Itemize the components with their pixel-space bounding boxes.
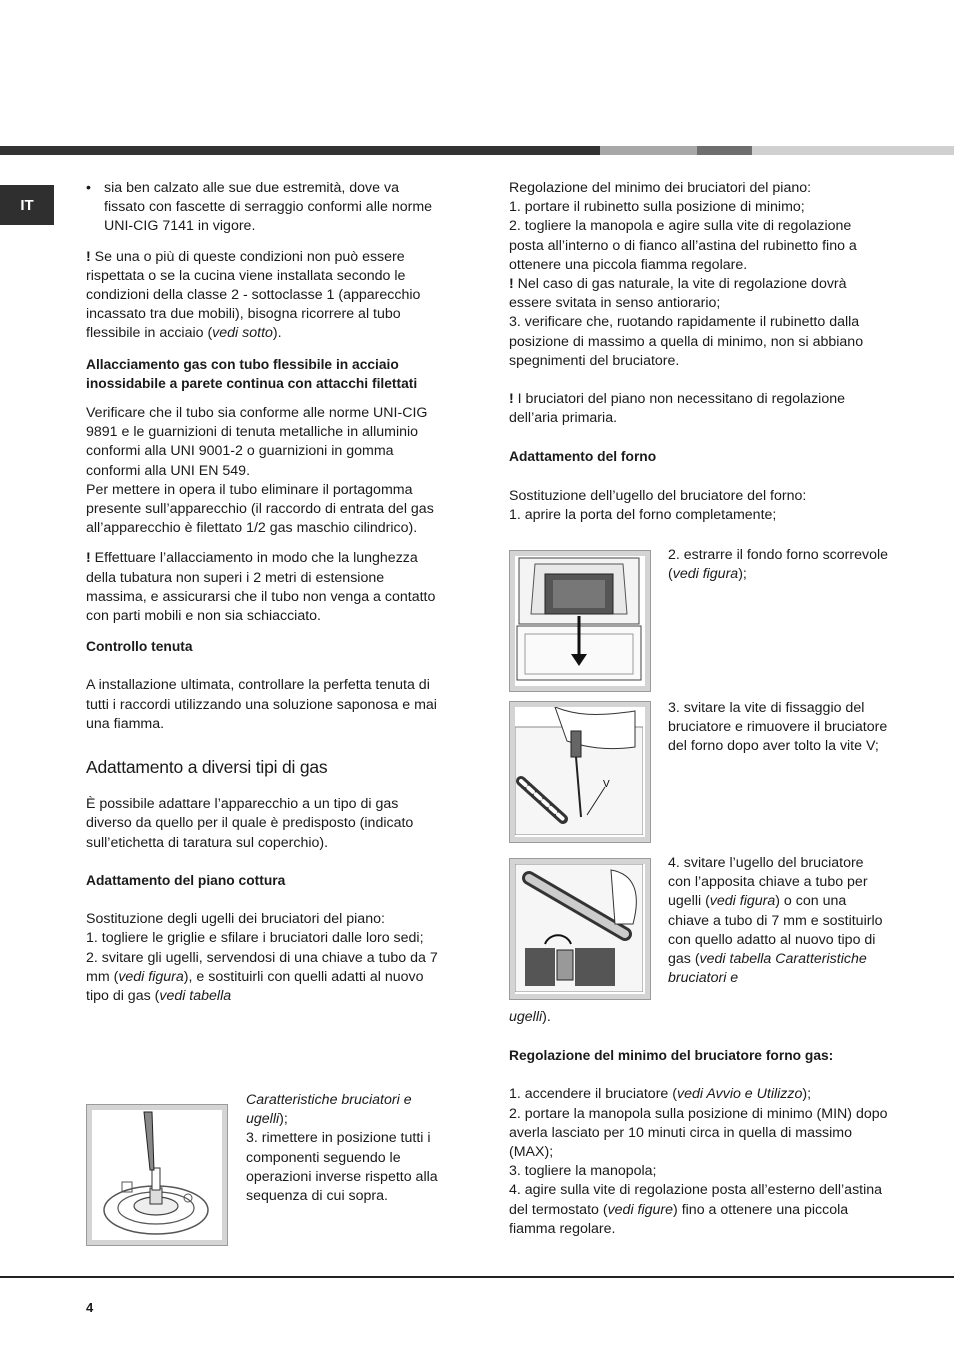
page-number: 4 [86, 1300, 94, 1315]
paragraph: ugelli). [509, 1009, 551, 1025]
figure-burner-nozzle [86, 1104, 228, 1246]
warning-icon: ! [509, 276, 514, 293]
header-bar-mid [697, 146, 752, 155]
oven-burner-screw-illustration [515, 707, 643, 835]
language-tab: IT [0, 185, 54, 225]
warning-paragraph: ! Nel caso di gas naturale, la vite di regolazione dovrà essere svitata in senso antiorario; [509, 276, 847, 312]
figure-caption-block: 4. svitare l’ugello del bruciatore con l’apposita chiave a tubo per ugelli (vedi figura) o con una chiave a tubo di 7 mm e sostituirlo con quello adatto al nuovo tipo di gas (vedi tabella Caratteristiche bruciatori e [668, 855, 883, 987]
main-heading: Adattamento a diversi tipi di gas [86, 757, 328, 778]
footer-rule [0, 1276, 954, 1278]
warning-paragraph: ! Se una o più di queste condizioni non può essere rispettata o se la cucina viene installata secondo le condizioni della classe 2 - sottoclasse 1 (apparecchio incassato tra due mobili), bisogna ricorrere al tubo flessibile in acciaio (vedi sotto). [86, 248, 421, 342]
section-heading: Adattamento del forno [509, 449, 657, 465]
figure-caption-block: Caratteristiche bruciatori e ugelli); 3. rimettere in posizione tutti i componenti seguendo le operazioni inverse rispetto alla sequenza di cui sopra. [246, 1092, 438, 1205]
paragraph: 4. agire sulla vite di regolazione posta all’esterno dell’astina del termostato (vedi figure) fino a ottenere una piccola fiamma regolare. [509, 1182, 883, 1237]
oven-bottom-illustration [515, 556, 643, 684]
bullet-icon: • [86, 180, 91, 196]
paragraph: È possibile adattare l’apparecchio a un tipo di gas diverso da quello per il quale è predisposto (indicato sull’etichetta di taratura sul coperchio). [86, 796, 414, 851]
right-column [509, 179, 887, 525]
screw-v-label: V [603, 779, 610, 790]
figure-oven-bottom [509, 550, 651, 692]
left-column [86, 179, 442, 1006]
section-heading: Allacciamento gas con tubo flessibile in acciaio inossidabile a parete continua con attacchi filettati [86, 356, 418, 391]
right-column-lower [509, 1008, 889, 1239]
paragraph: 3. togliere la manopola; [509, 1163, 657, 1180]
paragraph: Verificare che il tubo sia conforme alle norme UNI-CIG 9891 e le guarnizioni di tenuta metalliche in alluminio conformi alla UNI 9001-2 o guarnizioni in gomma conformi alla UNI EN 549. [86, 405, 428, 479]
paragraph: Regolazione del minimo dei bruciatori del piano: [509, 180, 812, 196]
warning-paragraph: ! Effettuare l’allacciamento in modo che la lunghezza della tubatura non superi i 2 metri di estensione massima, e assicurarsi che il tubo non venga a contatto con parti mobili e non sia schiacciato. [86, 550, 436, 625]
paragraph: A installazione ultimata, controllare la perfetta tenuta di tutti i raccordi utilizzando una soluzione saponosa e mai una fiamma. [86, 677, 437, 732]
figure-oven-nozzle-wrench [509, 858, 651, 1000]
header-color-bar [0, 146, 954, 155]
paragraph: 2. togliere la manopola e agire sulla vite di regolazione posta all’interno o di fianco all’astina del rubinetto fino a ottenere una piccola fiamma regolare. [509, 218, 857, 273]
warning-icon: ! [86, 248, 91, 265]
paragraph: 2. svitare gli ugelli, servendosi di una chiave a tubo da 7 mm (vedi figura), e sostituirli con quelli adatti al nuovo tipo di gas (vedi tabella [86, 949, 438, 1004]
figure-caption-block: 3. svitare la vite di fissaggio del bruciatore e rimuovere il bruciatore del forno dopo aver tolto la vite V; [668, 700, 888, 755]
paragraph: 1. aprire la porta del forno completamente; [509, 506, 777, 523]
warning-icon: ! [509, 391, 514, 408]
paragraph: 1. portare il rubinetto sulla posizione di minimo; [509, 199, 805, 216]
list-item [86, 179, 442, 237]
warning-icon: ! [86, 550, 91, 567]
header-bar-pale [752, 146, 954, 155]
bullet-text: sia ben calzato alle sue due estremità, dove va fissato con fascette di serraggio conformi alle norme UNI-CIG 7141 in vigore. [104, 180, 433, 235]
figure-caption-block: 2. estrarre il fondo forno scorrevole (vedi figura); [668, 547, 889, 583]
header-bar-light [600, 146, 697, 155]
section-heading: Controllo tenuta [86, 639, 193, 655]
paragraph: 3. verificare che, ruotando rapidamente il rubinetto dalla posizione di massimo a quella di minimo, non si abbiano spegnimenti del bruciatore. [509, 314, 864, 369]
warning-paragraph: ! I bruciatori del piano non necessitano di regolazione dell’aria primaria. [509, 391, 845, 427]
paragraph: 1. togliere le griglie e sfilare i bruciatori dalle loro sedi; [86, 930, 424, 947]
paragraph: 1. accendere il bruciatore (vedi Avvio e Utilizzo); [509, 1086, 812, 1103]
paragraph: Sostituzione dell’ugello del bruciatore del forno: [509, 487, 807, 504]
paragraph: Sostituzione degli ugelli dei bruciatori del piano: [86, 911, 385, 928]
paragraph: Per mettere in opera il tubo eliminare il portagomma presente sull’apparecchio (il raccordo di entrata del gas all’apparecchio è filettato 1/2 gas maschio cilindrico). [86, 481, 434, 537]
paragraph: 2. portare la manopola sulla posizione di minimo (MIN) dopo averla lasciato per 10 minuti circa in quella di massimo (MAX); [509, 1105, 888, 1161]
header-bar-dark [0, 146, 600, 155]
oven-nozzle-wrench-illustration [515, 864, 643, 992]
figure-oven-burner-screw [509, 701, 651, 843]
burner-nozzle-illustration [92, 1110, 220, 1238]
section-heading: Regolazione del minimo del bruciatore forno gas: [509, 1048, 834, 1064]
section-heading: Adattamento del piano cottura [86, 872, 286, 888]
